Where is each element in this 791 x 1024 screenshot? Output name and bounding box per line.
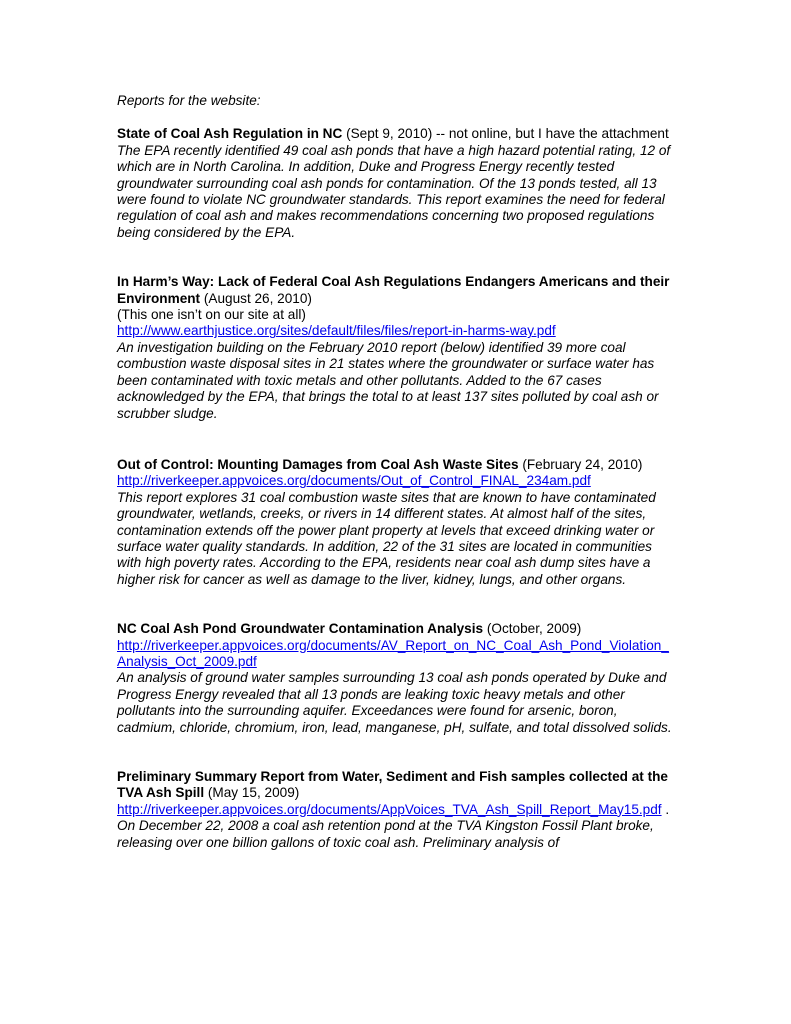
report-title-line <box>117 621 677 637</box>
report-title: NC Coal Ash Pond Groundwater Contamination Analysis <box>117 621 484 637</box>
page-heading: Reports for the website: <box>117 93 261 108</box>
report-entry <box>117 457 677 588</box>
document-page <box>117 93 677 851</box>
report-entry <box>117 274 677 422</box>
report-title-line <box>117 457 677 473</box>
report-link[interactable]: http://riverkeeper.appvoices.org/documents/Out_of_Control_FINAL_234am.pdf <box>117 473 591 489</box>
report-date: (October, 2009) <box>483 621 582 637</box>
report-description: An analysis of ground water samples surrounding 13 coal ash ponds operated by Duke and Progress Energy revealed that all 13 ponds are leaking toxic heavy metals and other pollutants into the surrounding aquifer. Exceedances were found for arsenic, boron, cadmium, chloride, chromium, iron, lead, manganese, pH, sulfate, and total dissolved solids. <box>117 670 672 735</box>
report-link[interactable]: http://riverkeeper.appvoices.org/documents/AppVoices_TVA_Ash_Spill_Report_May15.pdf <box>117 801 662 817</box>
report-title-line <box>117 274 677 307</box>
report-entry <box>117 769 677 851</box>
report-date: (February 24, 2010) <box>518 456 643 472</box>
report-title-line <box>117 126 677 142</box>
report-entry <box>117 126 677 241</box>
report-link[interactable]: http://riverkeeper.appvoices.org/documents/AV_Report_on_NC_Coal_Ash_Pond_Violation_Analysis_Oct_2009.pdf <box>117 637 669 669</box>
report-date: (May 15, 2009) <box>204 785 300 801</box>
report-description: An investigation building on the February 2010 report (below) identified 39 more coal combustion waste disposal sites in 21 states where the groundwater or surface water has been contaminated with toxic metals and other pollutants. Added to the 67 cases acknowledged by the EPA, that brings the total to at least 137 sites polluted by coal ash or scrubber sludge. <box>117 339 659 421</box>
report-description: On December 22, 2008 a coal ash retention pond at the TVA Kingston Fossil Plant broke, releasing over one billion gallons of toxic coal ash. Preliminary analysis of <box>117 818 654 850</box>
report-note: (This one isn’t on our site at all) <box>117 307 306 323</box>
report-date: (Sept 9, 2010) -- not online, but I have the attachment <box>342 126 669 142</box>
report-date: (August 26, 2010) <box>200 290 312 306</box>
report-entry <box>117 621 677 736</box>
report-description: The EPA recently identified 49 coal ash ponds that have a high hazard potential rating, 12 of which are in North Carolina. In addition, Duke and Progress Energy recently tested groundwater surrounding coal ash ponds for contamination. Of the 13 ponds tested, all 13 were found to violate NC groundwater standards. This report examines the need for federal regulation of coal ash and makes recommendations concerning two proposed regulations being considered by the EPA. <box>117 142 671 240</box>
link-trailing-text: . <box>661 801 670 817</box>
report-description: This report explores 31 coal combustion waste sites that are known to have contaminated groundwater, wetlands, creeks, or rivers in 14 different states. At almost half of the sites, contamination extends off the power plant property at levels that exceed drinking water or surface water quality standards. In addition, 22 of the 31 sites are located in communities with high poverty rates. According to the EPA, residents near coal ash dump sites have a higher risk for cancer as well as damage to the liver, kidney, lungs, and other organs. <box>117 489 656 587</box>
report-title: In Harm’s Way: Lack of Federal Coal Ash Regulations Endangers Americans and their Environment <box>117 274 670 306</box>
report-title-line <box>117 769 677 802</box>
report-link[interactable]: http://www.earthjustice.org/sites/default/files/files/report-in-harms-way.pdf <box>117 323 556 339</box>
report-title: State of Coal Ash Regulation in NC <box>117 126 343 142</box>
report-title: Out of Control: Mounting Damages from Coal Ash Waste Sites <box>117 456 519 472</box>
report-title: Preliminary Summary Report from Water, Sediment and Fish samples collected at the TVA Ash Spill <box>117 769 668 801</box>
